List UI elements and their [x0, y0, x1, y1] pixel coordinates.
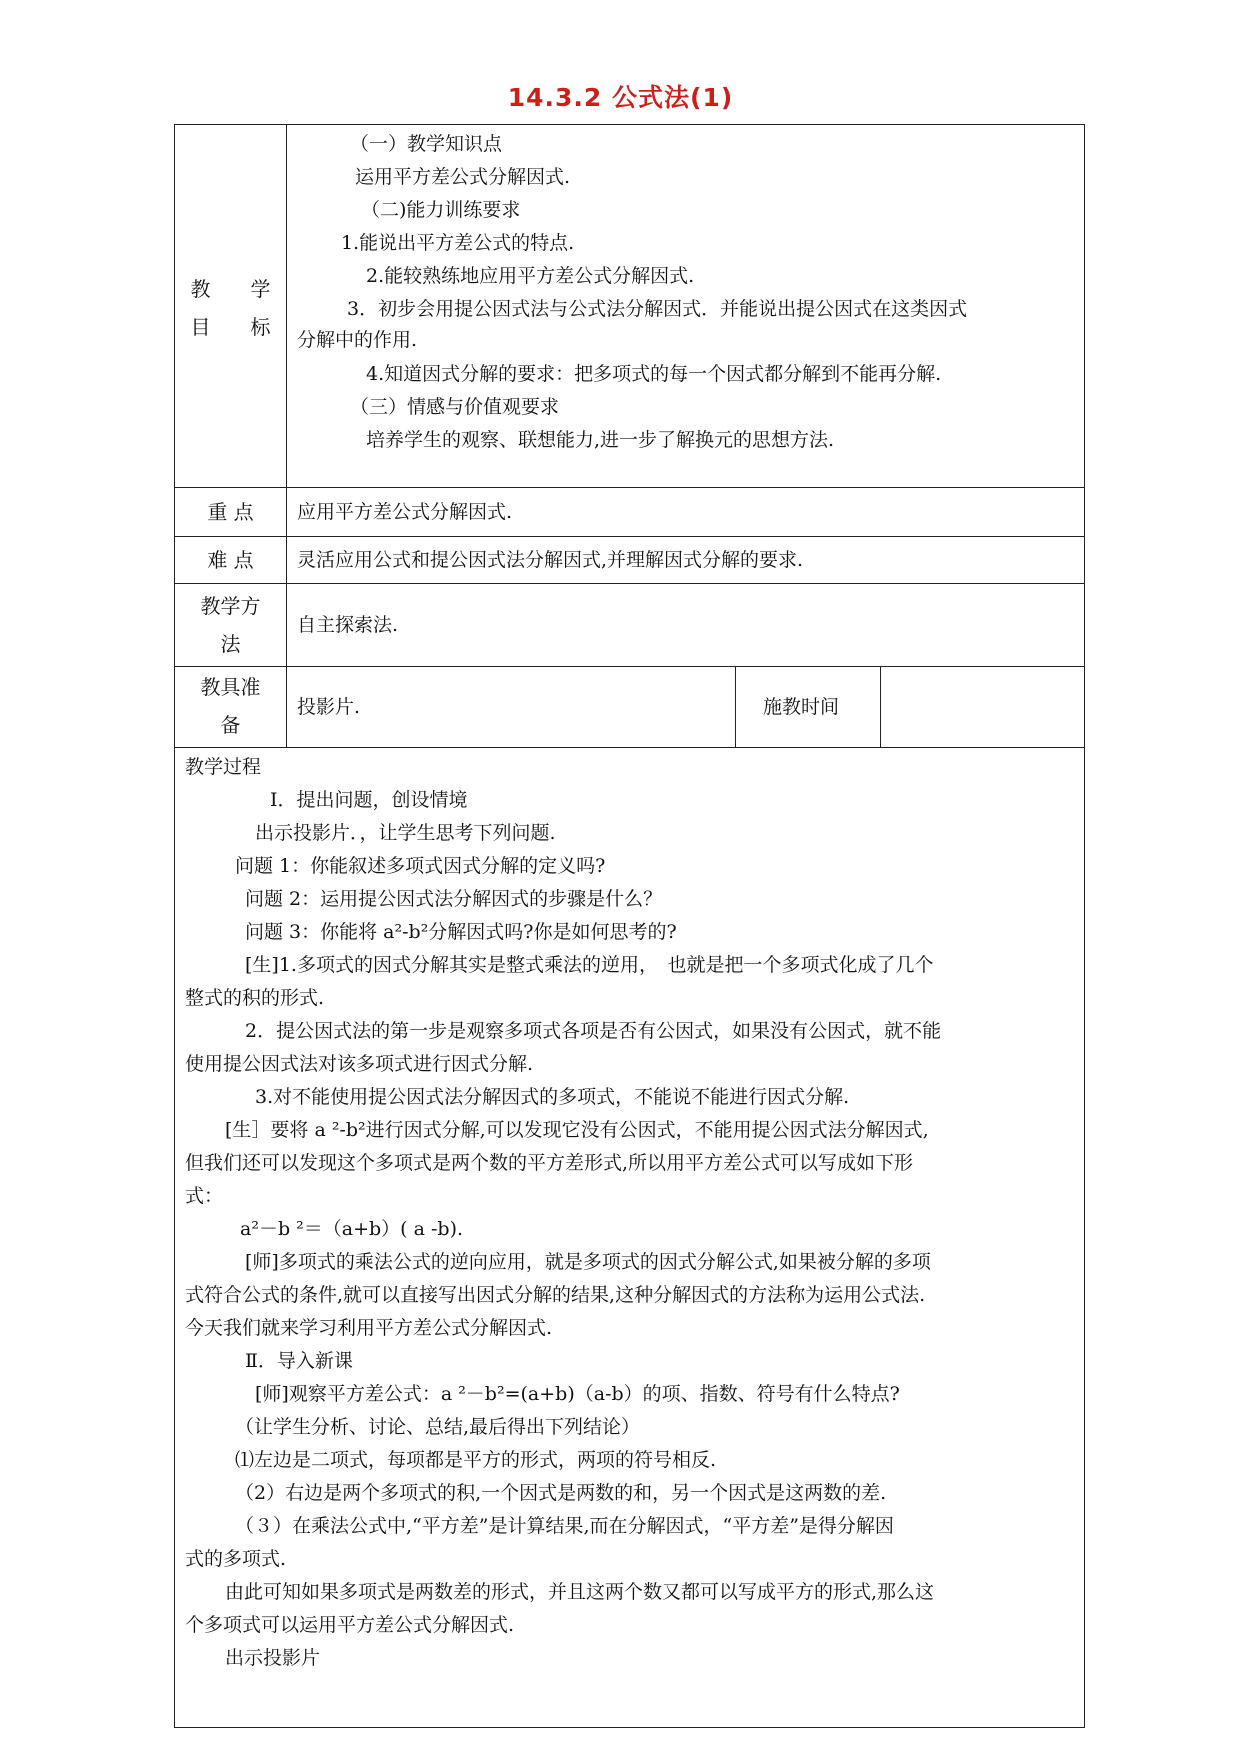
process-line: [生］要将 a ²-b²进行因式分解,可以发现它没有公因式，不能用提公因式法分解因式, [225, 1119, 929, 1141]
tools-label [175, 668, 286, 744]
process-line: 由此可知如果多项式是两数差的形式，并且这两个数又都可以写成平方的形式,那么这 [225, 1581, 935, 1603]
objective-line: 运用平方差公式分解因式. [355, 166, 571, 188]
process-line: [生]1.多项式的因式分解其实是整式乘法的逆用， 也就是把一个多项式化成了几个 [245, 954, 934, 976]
lesson-plan-table [174, 124, 1085, 1728]
objective-line: 3．初步会用提公因式法与公式法分解因式．并能说出提公因式在这类因式 [347, 298, 968, 320]
row-divider [175, 666, 1084, 667]
process-heading: 教学过程 [185, 756, 262, 778]
method-text: 自主探索法. [297, 614, 399, 636]
objective-line: 2.能较熟练地应用平方差公式分解因式. [366, 265, 695, 287]
column-divider [735, 666, 736, 747]
process-line: 式的多项式. [185, 1548, 287, 1570]
row-divider [175, 536, 1084, 537]
method-label-line2: 法 [220, 632, 241, 656]
objective-line: （二)能力训练要求 [361, 199, 521, 221]
process-line: 问题 1：你能叙述多项式因式分解的定义吗? [235, 855, 606, 877]
objective-line: 分解中的作用. [297, 329, 418, 351]
page-title: 14.3.2 公式法(1) [507, 83, 734, 112]
column-divider [286, 125, 287, 747]
process-line: 但我们还可以发现这个多项式是两个数的平方差形式,所以用平方差公式可以写成如下形 [185, 1152, 914, 1174]
process-line: 3.对不能使用提公因式法分解因式的多项式，不能说不能进行因式分解. [255, 1086, 850, 1108]
teaching-time-label: 施教时间 [763, 696, 840, 718]
process-line: 问题 3：你能将 a²-b²分解因式吗?你是如何思考的? [245, 921, 677, 943]
key-point-label: 重 点 [207, 500, 254, 524]
column-divider [880, 666, 881, 747]
objectives-label [175, 270, 286, 346]
process-line: 出示投影片 [225, 1647, 321, 1669]
objective-line: （一）教学知识点 [350, 133, 503, 155]
process-line: Ⅰ．提出问题，创设情境 [270, 789, 468, 811]
objective-line: 4.知道因式分解的要求：把多项式的每一个因式都分解到不能再分解. [366, 363, 942, 385]
objective-line: 培养学生的观察、联想能力,进一步了解换元的思想方法. [366, 429, 835, 451]
process-line: 出示投影片．，让学生思考下列问题. [255, 822, 556, 844]
row-divider [175, 583, 1084, 584]
process-line: 今天我们就来学习利用平方差公式分解因式. [185, 1317, 553, 1339]
objective-line: （三）情感与价值观要求 [350, 396, 560, 418]
process-line: 整式的积的形式. [185, 987, 325, 1009]
method-label-line1: 教学方 [200, 594, 261, 618]
process-line: [师]观察平方差公式：a ²－b²=(a+b)（a-b）的项、指数、符号有什么特点? [255, 1383, 900, 1405]
process-line: 个多项式可以运用平方差公式分解因式. [185, 1614, 515, 1636]
key-point-text: 应用平方差公式分解因式. [297, 501, 513, 523]
process-line: （2）右边是两个多项式的积,一个因式是两数的和，另一个因式是这两数的差. [235, 1482, 887, 1504]
tools-label-line2: 备 [220, 713, 241, 737]
process-line: （让学生分析、讨论、总结,最后得出下列结论） [235, 1416, 641, 1438]
method-label [175, 587, 286, 663]
objective-line: 1.能说出平方差公式的特点. [341, 232, 575, 254]
objectives-label-line1: 教 学 [190, 277, 271, 301]
difficulty-label: 难 点 [207, 548, 254, 572]
process-line: 式符合公式的条件,就可以直接写出因式分解的结果,这种分解因式的方法称为运用公式法. [185, 1284, 926, 1306]
process-line: 2．提公因式法的第一步是观察多项式各项是否有公因式，如果没有公因式，就不能 [245, 1020, 942, 1042]
objectives-label-line2: 目 标 [190, 315, 271, 339]
tools-label-line1: 教具准 [200, 675, 261, 699]
process-line: （３）在乘法公式中,“平方差”是计算结果,而在分解因式，“平方差”是得分解因 [235, 1515, 894, 1537]
formula-line: a²－b ²＝（a+b）( a -b). [240, 1218, 464, 1240]
process-line: ⑴左边是二项式，每项都是平方的形式，两项的符号相反. [235, 1449, 717, 1471]
process-line: [师]多项式的乘法公式的逆向应用，就是多项式的因式分解公式,如果被分解的多项 [245, 1251, 931, 1273]
tools-text: 投影片. [297, 696, 361, 718]
process-line: 式： [185, 1185, 224, 1207]
process-line: 问题 2：运用提公因式法分解因式的步骤是什么？ [245, 888, 663, 910]
process-line: 使用提公因式法对该多项式进行因式分解. [185, 1053, 534, 1075]
row-divider [175, 747, 1084, 748]
difficulty-text: 灵活应用公式和提公因式法分解因式,并理解因式分解的要求. [297, 549, 804, 571]
process-line: Ⅱ．导入新课 [245, 1350, 353, 1372]
row-divider [175, 487, 1084, 488]
